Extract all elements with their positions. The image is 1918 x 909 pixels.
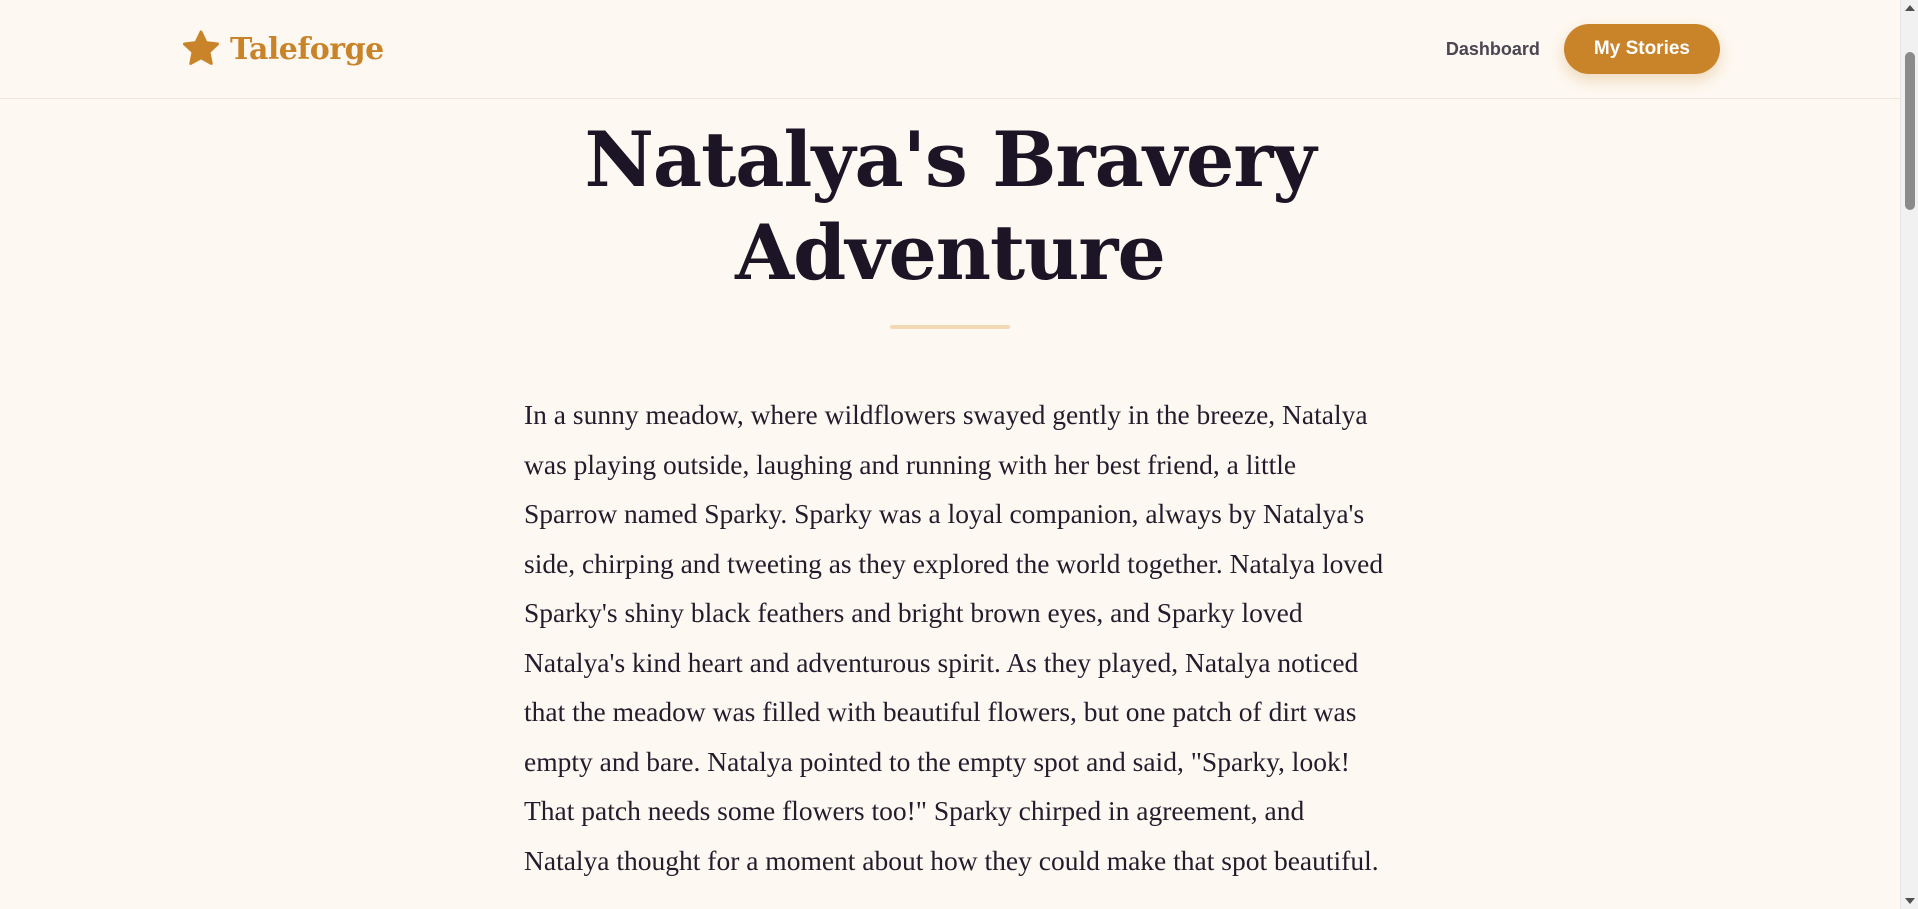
story-title-line-1: Natalya's Bravery	[584, 115, 1316, 204]
scroll-up-arrow-icon	[1905, 5, 1915, 11]
story-title-line-2: Adventure	[735, 208, 1165, 297]
scroll-down-arrow-icon	[1905, 898, 1915, 904]
scroll-up-button[interactable]	[1901, 0, 1918, 16]
top-nav-bar	[0, 0, 1900, 99]
main-navigation	[1446, 24, 1720, 74]
nav-dashboard-link[interactable]: Dashboard	[1445, 38, 1540, 59]
scroll-down-button[interactable]	[1901, 893, 1918, 909]
title-divider	[890, 325, 1010, 329]
my-stories-button[interactable]: My Stories	[1564, 24, 1720, 74]
brand-name: Taleforge	[230, 31, 384, 67]
story-paragraph: In a sunny meadow, where wildflowers swayed gently in the breeze, Natalya was playing outside, laughing and running with her best friend, a little Sparrow named Sparky. Sparky was a loyal companion, always by Natalya's side, chirping and tweeting as they explored the world together. Natalya loved Sparky's shiny black feathers and bright brown eyes, and Sparky loved Natalya's kind heart and adventurous spirit. As they played, Natalya noticed that the meadow was filled with beautiful flowers, but one patch of dirt was empty and bare. Natalya pointed to the empty spot and said, "Sparky, look! That patch needs some flowers too!" Sparky chirped in agreement, and Natalya thought for a moment about how they could make that spot beautiful.	[524, 399, 1384, 876]
story-title	[0, 113, 1900, 299]
star-icon	[180, 28, 222, 70]
scrollbar-thumb[interactable]	[1905, 52, 1915, 210]
page-scrollbar[interactable]	[1900, 0, 1918, 909]
brand-logo-link[interactable]	[180, 26, 384, 72]
